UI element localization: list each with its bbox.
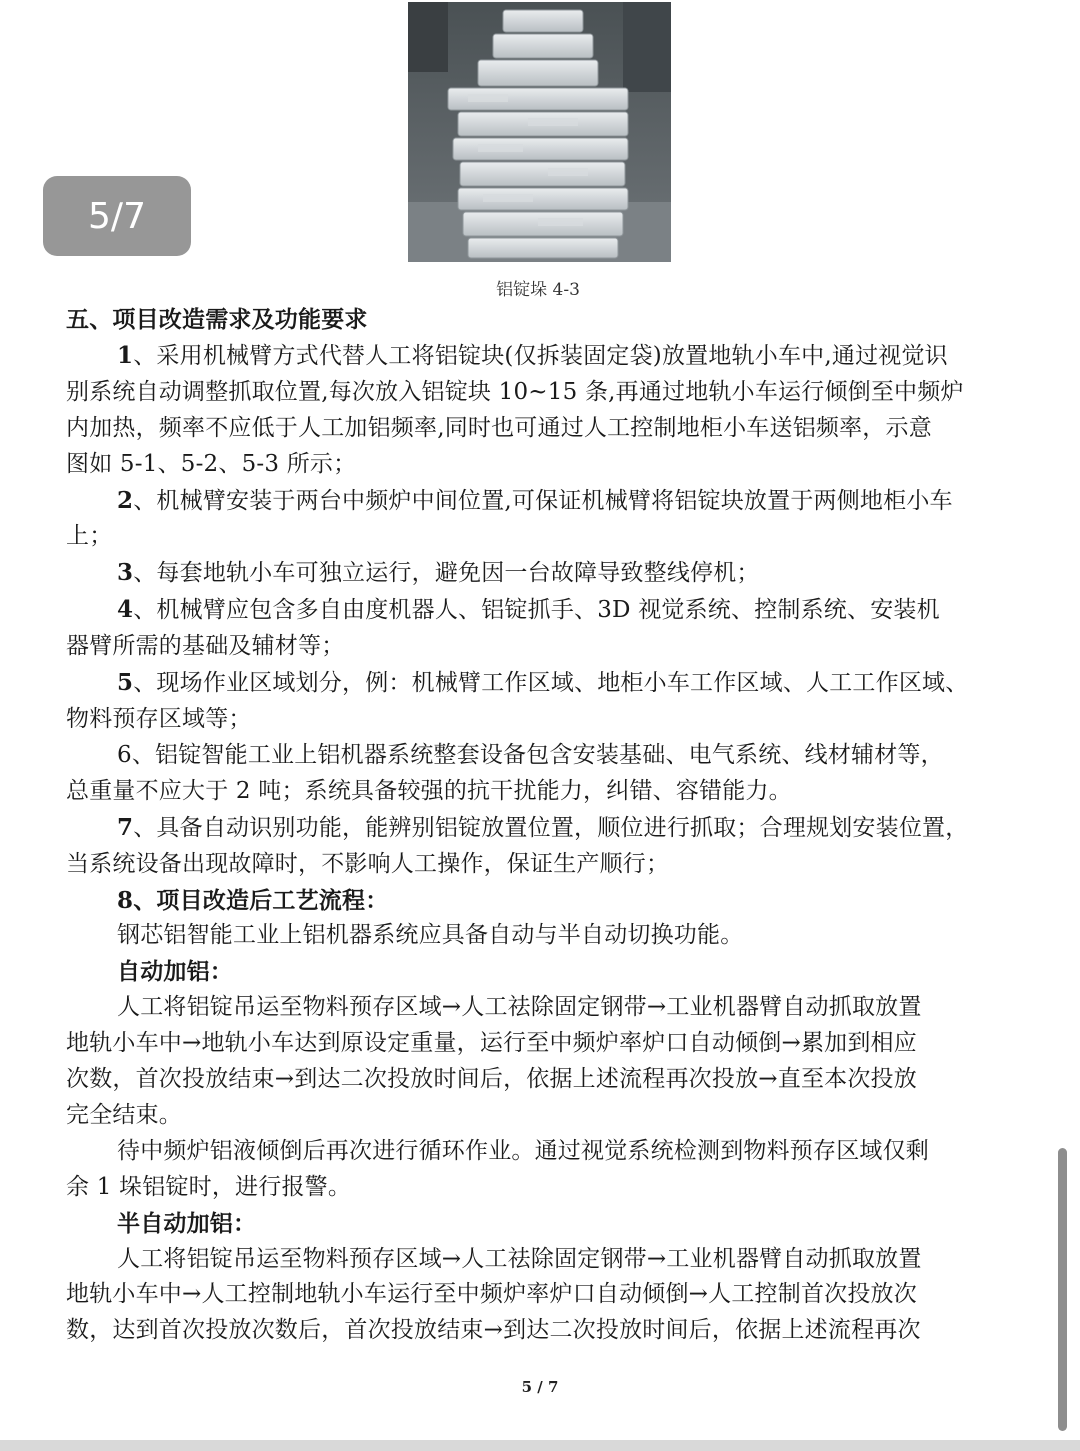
text-line: 待中频炉铝液倾倒后再次进行循环作业。通过视觉系统检测到物料预存区域仅剩	[117, 1137, 929, 1164]
text-line: 完全结束。	[66, 1101, 182, 1128]
text-line: 2、机械臂安装于两台中频炉中间位置,可保证机械臂将铝锭块放置于两侧地柜小车	[117, 486, 953, 514]
text-line: 5、现场作业区域划分，例：机械臂工作区域、地柜小车工作区域、人工工作区域、	[117, 669, 969, 697]
text-line: 8、项目改造后工艺流程：	[117, 886, 389, 914]
page-indicator-badge[interactable]: 5/7	[43, 176, 191, 256]
item-number: 2	[117, 486, 134, 514]
text-line: 内加热，频率不应低于人工加铝频率,同时也可通过人工控制地柜小车送铝频率，示意	[66, 414, 932, 441]
scrollbar-thumb[interactable]	[1058, 1148, 1067, 1431]
text-line: 1、采用机械臂方式代替人工将铝锭块(仅拆装固定袋)放置地轨小车中,通过视觉识	[117, 341, 948, 369]
item-number: 3	[117, 559, 134, 587]
item-number: 7	[117, 813, 134, 841]
text-line: 数，达到首次投放次数后，首次投放结束→到达二次投放时间后，依据上述流程再次	[66, 1317, 921, 1344]
text-line: 6、铝锭智能工业上铝机器系统整套设备包含安装基础、电气系统、线材辅材等，	[117, 741, 944, 768]
text-line: 人工将铝锭吊运至物料预存区域→人工祛除固定钢带→工业机器臂自动抓取放置	[117, 1245, 922, 1272]
text-line: 上；	[66, 523, 113, 550]
text-line: 7、具备自动识别功能，能辨别铝锭放置位置，顺位进行抓取；合理规划安装位置，	[117, 813, 969, 841]
document-body	[66, 302, 1016, 1349]
figure-caption: 铝锭垛 4-3	[496, 280, 580, 300]
text-line: 总重量不应大于 2 吨；系统具备较强的抗干扰能力，纠错、容错能力。	[66, 777, 792, 804]
text-line: 图如 5-1、5-2、5-3 所示；	[66, 450, 357, 477]
bottom-edge-bar	[0, 1440, 1080, 1451]
aluminum-ingot-stack-photo	[408, 2, 671, 262]
text-line: 地轨小车中→地轨小车达到原设定重量，运行至中频炉率炉口自动倾倒→累加到相应	[66, 1030, 917, 1057]
text-line: 自动加铝：	[117, 958, 233, 986]
text-line: 人工将铝锭吊运至物料预存区域→人工祛除固定钢带→工业机器臂自动抓取放置	[117, 994, 922, 1021]
item-number: 1	[117, 341, 134, 369]
text-line: 器臂所需的基础及辅材等；	[66, 633, 345, 660]
item-number: 5	[117, 669, 134, 697]
text-line: 3、每套地轨小车可独立运行，避免因一台故障导致整线停机；	[117, 559, 760, 587]
section-heading: 五、项目改造需求及功能要求	[66, 306, 368, 333]
item-number: 4	[117, 596, 134, 624]
text-line: 半自动加铝：	[117, 1209, 257, 1237]
text-line: 物料预存区域等；	[66, 705, 252, 732]
text-line: 地轨小车中→人工控制地轨小车运行至中频炉率炉口自动倾倒→人工控制首次投放次	[66, 1281, 917, 1308]
text-line: 当系统设备出现故障时，不影响人工操作，保证生产顺行；	[66, 850, 670, 877]
ingot-stack-illustration	[408, 2, 671, 262]
text-line: 别系统自动调整抓取位置,每次放入铝锭块 10~15 条,再通过地轨小车运行倾倒至中频炉	[66, 378, 964, 405]
text-line: 次数，首次投放结束→到达二次投放时间后，依据上述流程再次投放→直至本次投放	[66, 1066, 917, 1093]
footer-page-number: 5 / 7	[521, 1378, 559, 1396]
text-line: 4、机械臂应包含多自由度机器人、铝锭抓手、3D 视觉系统、控制系统、安装机	[117, 596, 940, 624]
text-line: 钢芯铝智能工业上铝机器系统应具备自动与半自动切换功能。	[117, 922, 744, 949]
text-line: 余 1 垛铝锭时，进行报警。	[66, 1173, 352, 1200]
paragraph-lines	[66, 338, 1016, 1349]
